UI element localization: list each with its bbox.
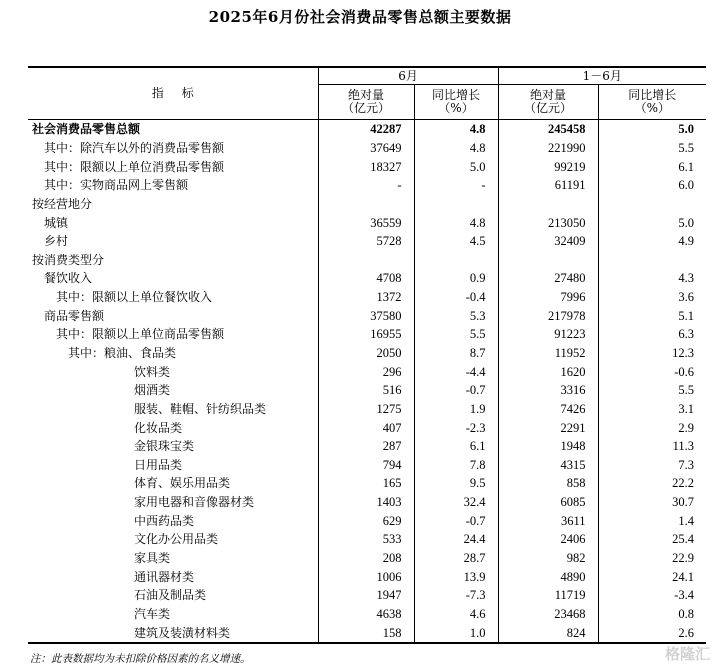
june-absolute-value: 158 (318, 623, 414, 643)
cumulative-yoy-growth: 24.1 (672, 569, 695, 584)
cumulative-yoy-growth: 30.7 (672, 495, 695, 510)
cumulative-absolute-value: 91223 (498, 325, 598, 344)
cumulative-absolute-value: 27480 (498, 269, 598, 288)
june-absolute-value: 16955 (318, 325, 414, 344)
june-yoy-growth: 32.4 (414, 493, 498, 512)
june-absolute-value: 629 (318, 511, 414, 530)
row-label: 社会消费品零售总额 (28, 120, 318, 139)
cumulative-yoy-growth: 22.2 (672, 476, 695, 491)
june-yoy-growth: -0.7 (414, 511, 498, 530)
table-row (28, 549, 706, 568)
table-row (28, 176, 706, 195)
cumulative-yoy-growth: 3.6 (678, 290, 695, 305)
jan-jun-header: 1－6月 (498, 67, 706, 85)
cumulative-absolute-value: 824 (498, 623, 598, 643)
june-yoy-growth: 4.8 (414, 120, 498, 139)
row-label: 饮料类 (28, 362, 318, 381)
cumulative-absolute-value: 99219 (498, 157, 598, 176)
june-absolute-value: 208 (318, 549, 414, 568)
june-yoy-growth: 4.6 (414, 605, 498, 624)
cumulative-yoy-growth: 6.3 (678, 327, 695, 342)
row-label: 日用品类 (28, 456, 318, 475)
row-label: 中西药品类 (28, 511, 318, 530)
june-yoy-growth: 4.5 (414, 232, 498, 251)
june-yoy-growth: 9.5 (414, 474, 498, 493)
row-label: 服装、鞋帽、针纺织品类 (28, 400, 318, 419)
cumulative-absolute-value: 221990 (498, 139, 598, 158)
row-label: 其中：粮油、食品类 (28, 344, 318, 363)
table-row (28, 511, 706, 530)
table-row (28, 232, 706, 251)
june-absolute-value: 296 (318, 362, 414, 381)
june-absolute-value: 407 (318, 418, 414, 437)
cumulative-yoy-growth: 5.1 (678, 308, 695, 323)
table-row (28, 195, 706, 214)
row-label: 餐饮收入 (28, 269, 318, 288)
cumulative-yoy-growth: 4.3 (678, 271, 695, 286)
row-label: 其中：限额以上单位消费品零售额 (28, 157, 318, 176)
table-row (28, 437, 706, 456)
cumulative-absolute-value: 61191 (498, 176, 598, 195)
june-yoy-growth: - (414, 176, 498, 195)
row-label: 家具类 (28, 549, 318, 568)
cumulative-absolute-value: 217978 (498, 306, 598, 325)
table-row (28, 139, 706, 158)
table-row (28, 586, 706, 605)
cumulative-absolute-value: 3611 (498, 511, 598, 530)
june-absolute-value: 36559 (318, 213, 414, 232)
table-row (28, 362, 706, 381)
row-label: 金银珠宝类 (28, 437, 318, 456)
table-header (28, 67, 706, 120)
table-body (28, 120, 706, 643)
cumulative-absolute-value: 1948 (498, 437, 598, 456)
cumulative-absolute-value (498, 250, 598, 269)
row-label: 乡村 (28, 232, 318, 251)
cumulative-yoy-growth: 2.9 (678, 420, 695, 435)
cumulative-yoy-growth (598, 195, 706, 214)
row-label: 化妆品类 (28, 418, 318, 437)
june-yoy-growth: 7.8 (414, 456, 498, 475)
cumulative-yoy-growth: -3.4 (674, 588, 695, 603)
cumulative-absolute-value (498, 195, 598, 214)
june-absolute-value: 1403 (318, 493, 414, 512)
row-label: 文化办公用品类 (28, 530, 318, 549)
june-yoy-growth: 8.7 (414, 344, 498, 363)
june-absolute-value: 42287 (318, 120, 414, 139)
table-row (28, 418, 706, 437)
june-absolute-value: 287 (318, 437, 414, 456)
row-label: 体育、娱乐用品类 (28, 474, 318, 493)
table-row (28, 474, 706, 493)
cumulative-absolute-value: 1620 (498, 362, 598, 381)
row-label: 烟酒类 (28, 381, 318, 400)
june-absolute-value: 1006 (318, 567, 414, 586)
indicator-header: 指标 (28, 67, 318, 120)
june-abs-header: 绝对量 （亿元） (318, 85, 414, 120)
table-row (28, 381, 706, 400)
june-absolute-value: 1372 (318, 288, 414, 307)
table-row (28, 157, 706, 176)
cumulative-yoy-growth: 7.3 (678, 457, 695, 472)
cumulative-yoy-growth: 2.6 (598, 623, 706, 643)
june-absolute-value: 2050 (318, 344, 414, 363)
cumulative-absolute-value: 11952 (498, 344, 598, 363)
row-label: 按经营地分 (28, 195, 318, 214)
june-yoy-growth: 28.7 (414, 549, 498, 568)
june-absolute-value: 1947 (318, 586, 414, 605)
cumulative-yoy-growth: 5.0 (678, 122, 695, 137)
cumulative-absolute-value: 4890 (498, 567, 598, 586)
june-absolute-value: 4638 (318, 605, 414, 624)
june-absolute-value: 794 (318, 456, 414, 475)
cumulative-absolute-value: 213050 (498, 213, 598, 232)
june-yoy-growth: 4.8 (414, 213, 498, 232)
june-yoy-growth: 1.9 (414, 400, 498, 419)
june-yoy-growth: 4.8 (414, 139, 498, 158)
table-row (28, 325, 706, 344)
cumulative-yoy-growth: 0.8 (678, 606, 695, 621)
june-absolute-value: - (318, 176, 414, 195)
table-row (28, 250, 706, 269)
cumulative-absolute-value: 858 (498, 474, 598, 493)
table-row (28, 623, 706, 643)
row-label: 其中：实物商品网上零售额 (28, 176, 318, 195)
june-yoy-growth: -7.3 (414, 586, 498, 605)
june-yoy-growth: 0.9 (414, 269, 498, 288)
june-absolute-value: 516 (318, 381, 414, 400)
june-yoy-growth: -0.4 (414, 288, 498, 307)
june-yoy-growth: 1.0 (414, 623, 498, 643)
cumulative-yoy-growth: 1.4 (678, 513, 695, 528)
cumulative-absolute-value: 2291 (498, 418, 598, 437)
cum-abs-header: 绝对量 （亿元） (498, 85, 598, 120)
row-label: 汽车类 (28, 605, 318, 624)
retail-sales-table (28, 66, 706, 644)
cumulative-absolute-value: 6085 (498, 493, 598, 512)
cumulative-absolute-value: 11719 (498, 586, 598, 605)
cumulative-yoy-growth: 4.9 (678, 234, 695, 249)
june-yoy-growth (414, 250, 498, 269)
cumulative-yoy-growth (598, 250, 706, 269)
cumulative-yoy-growth: 11.3 (672, 439, 695, 454)
table-row (28, 567, 706, 586)
june-absolute-value: 37649 (318, 139, 414, 158)
watermark-logo: 格隆汇 (664, 645, 710, 663)
cumulative-yoy-growth: 5.5 (678, 383, 695, 398)
row-label: 石油及制品类 (28, 586, 318, 605)
cumulative-yoy-growth: 6.0 (678, 178, 695, 193)
cumulative-absolute-value: 32409 (498, 232, 598, 251)
june-yoy-header: 同比增长 （%） (414, 85, 498, 120)
table-row (28, 288, 706, 307)
june-yoy-growth: 24.4 (414, 530, 498, 549)
cumulative-yoy-growth: 6.1 (678, 159, 695, 174)
table-row (28, 120, 706, 139)
table-row (28, 530, 706, 549)
table-row (28, 400, 706, 419)
cumulative-absolute-value: 3316 (498, 381, 598, 400)
june-yoy-growth: -4.4 (414, 362, 498, 381)
cumulative-yoy-growth: 25.4 (672, 532, 695, 547)
june-absolute-value: 4708 (318, 269, 414, 288)
june-yoy-growth: 6.1 (414, 437, 498, 456)
june-absolute-value: 1275 (318, 400, 414, 419)
june-absolute-value: 18327 (318, 157, 414, 176)
footnote: 注：此表数据均为未扣除价格因素的名义增速。 (30, 653, 251, 665)
cum-yoy-header: 同比增长 （%） (598, 85, 706, 120)
june-absolute-value: 533 (318, 530, 414, 549)
june-yoy-growth: 5.3 (414, 306, 498, 325)
cumulative-yoy-growth: 3.1 (678, 401, 695, 416)
june-header: 6月 (318, 67, 498, 85)
row-label: 商品零售额 (28, 306, 318, 325)
cumulative-absolute-value: 4315 (498, 456, 598, 475)
row-label: 其中：限额以上单位商品零售额 (28, 325, 318, 344)
cumulative-absolute-value: 7426 (498, 400, 598, 419)
cumulative-yoy-growth: 12.3 (672, 346, 695, 360)
table-title: 2025年6月份社会消费品零售总额主要数据 (208, 8, 512, 26)
table-row (28, 456, 706, 475)
row-label: 建筑及装潢材料类 (28, 623, 318, 643)
june-absolute-value: 37580 (318, 306, 414, 325)
cumulative-yoy-growth: 5.5 (678, 140, 695, 155)
june-yoy-growth: 5.5 (414, 325, 498, 344)
cumulative-yoy-growth: 5.0 (678, 215, 695, 230)
row-label: 按消费类型分 (28, 250, 318, 269)
cumulative-yoy-growth: 22.9 (672, 551, 695, 566)
june-yoy-growth (414, 195, 498, 214)
table-row (28, 306, 706, 325)
row-label: 城镇 (28, 213, 318, 232)
row-label: 其中：限额以上单位餐饮收入 (28, 288, 318, 307)
june-yoy-growth: -2.3 (414, 418, 498, 437)
june-absolute-value: 165 (318, 474, 414, 493)
cumulative-absolute-value: 982 (498, 549, 598, 568)
cumulative-yoy-growth: -0.6 (674, 364, 695, 379)
june-absolute-value (318, 250, 414, 269)
row-label: 家用电器和音像器材类 (28, 493, 318, 512)
table-row (28, 493, 706, 512)
table-row (28, 269, 706, 288)
row-label: 通讯器材类 (28, 567, 318, 586)
june-absolute-value: 5728 (318, 232, 414, 251)
cumulative-absolute-value: 245458 (498, 120, 598, 139)
row-label: 其中：除汽车以外的消费品零售额 (28, 139, 318, 158)
june-absolute-value (318, 195, 414, 214)
june-yoy-growth: 13.9 (414, 567, 498, 586)
cumulative-absolute-value: 7996 (498, 288, 598, 307)
table-row (28, 344, 706, 363)
cumulative-absolute-value: 23468 (498, 605, 598, 624)
table-row (28, 605, 706, 624)
cumulative-absolute-value: 2406 (498, 530, 598, 549)
table-row (28, 213, 706, 232)
june-yoy-growth: -0.7 (414, 381, 498, 400)
june-yoy-growth: 5.0 (414, 157, 498, 176)
